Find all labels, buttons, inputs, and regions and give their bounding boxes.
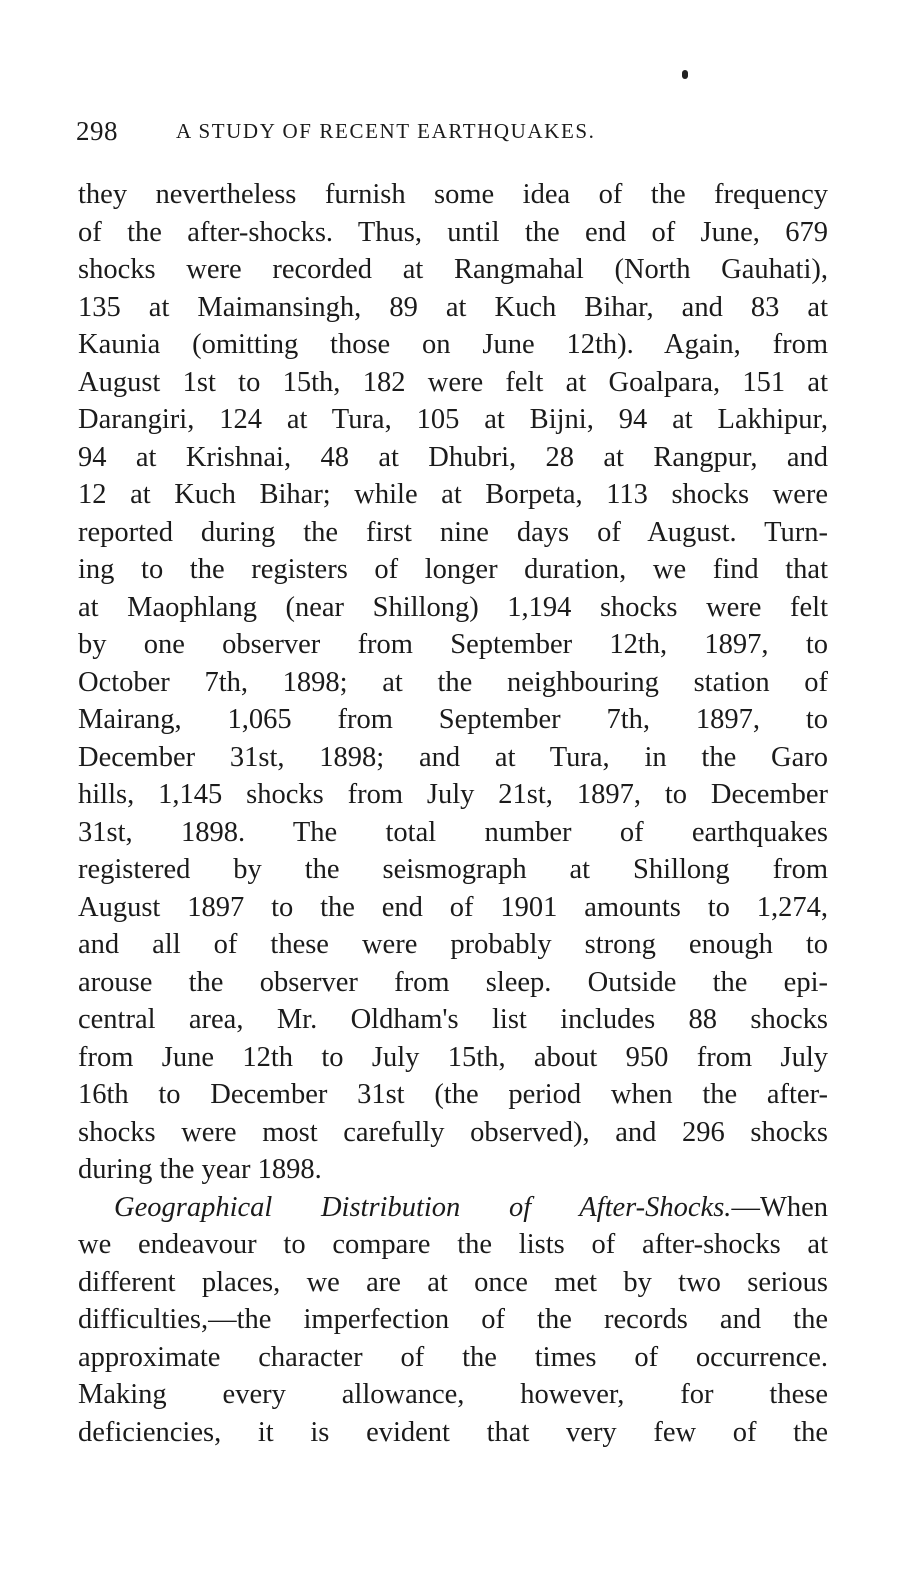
page-number: 298 — [76, 116, 118, 146]
text-line: 16th to December 31st (the period when the after- — [78, 1079, 828, 1110]
text-line: 31st, 1898. The total number of earthquakes — [78, 816, 828, 848]
text-line: shocks were recorded at Rangmahal (North Gauhati), — [78, 254, 828, 285]
text-line: they nevertheless furnish some idea of the frequency — [78, 179, 828, 210]
section-heading: Geographical Distribution of After-Shocks. — [114, 1191, 732, 1223]
text-line: different places, we are at once met by two serious — [78, 1266, 828, 1298]
text-line: approximate character of the times of occurrence. — [78, 1341, 828, 1373]
body-text — [78, 176, 828, 1451]
text-line: central area, Mr. Oldham's list includes 88 shocks — [78, 1004, 828, 1035]
text-line: August 1st to 15th, 182 were felt at Goalpara, 151 at — [78, 366, 828, 398]
text-line: registered by the seismograph at Shillong from — [78, 854, 828, 885]
text-line: at Maophlang (near Shillong) 1,194 shocks were felt — [78, 591, 828, 623]
section-first-line — [78, 1189, 828, 1227]
text-line: of the after-shocks. Thus, until the end of June, 679 — [78, 216, 828, 248]
text-line: October 7th, 1898; at the neighbouring station of — [78, 666, 828, 698]
text-line: shocks were most carefully observed), and 296 shocks — [78, 1116, 828, 1148]
text-line: Mairang, 1,065 from September 7th, 1897, to — [78, 704, 828, 735]
text-line: Darangiri, 124 at Tura, 105 at Bijni, 94 at Lakhipur, — [78, 404, 828, 435]
text-line: deficiencies, it is evident that very few of the — [78, 1416, 828, 1448]
running-title: A STUDY OF RECENT EARTHQUAKES. — [176, 119, 596, 143]
text-line: reported during the first nine days of August. Turn- — [78, 516, 828, 548]
text-line: Making every allowance, however, for these — [78, 1379, 828, 1410]
text-line: and all of these were probably strong enough to — [78, 929, 828, 960]
text-line: August 1897 to the end of 1901 amounts to 1,274, — [78, 891, 828, 923]
text-line: December 31st, 1898; and at Tura, in the Garo — [78, 741, 828, 773]
text-line: Kaunia (omitting those on June 12th). Again, from — [78, 329, 828, 360]
text-line: difficulties,—the imperfection of the records and the — [78, 1304, 828, 1335]
text-line: 12 at Kuch Bihar; while at Borpeta, 113 shocks were — [78, 479, 828, 510]
text-line: hills, 1,145 shocks from July 21st, 1897, to December — [78, 779, 828, 810]
text-line: arouse the observer from sleep. Outside the epi- — [78, 966, 828, 998]
text-line: 94 at Krishnai, 48 at Dhubri, 28 at Rangpur, and — [78, 441, 828, 473]
text-line: 135 at Maimansingh, 89 at Kuch Bihar, and 83 at — [78, 291, 828, 323]
text-line: from June 12th to July 15th, about 950 from July — [78, 1041, 828, 1073]
text-line: during the year 1898. — [78, 1154, 322, 1185]
ink-mark — [682, 70, 688, 79]
text-line: we endeavour to compare the lists of after-shocks at — [78, 1229, 828, 1260]
page-header — [76, 116, 836, 152]
text-line: by one observer from September 12th, 1897, to — [78, 629, 828, 660]
text-line: ing to the registers of longer duration, we find that — [78, 554, 828, 585]
section-first-line-rest: —When — [731, 1191, 828, 1223]
